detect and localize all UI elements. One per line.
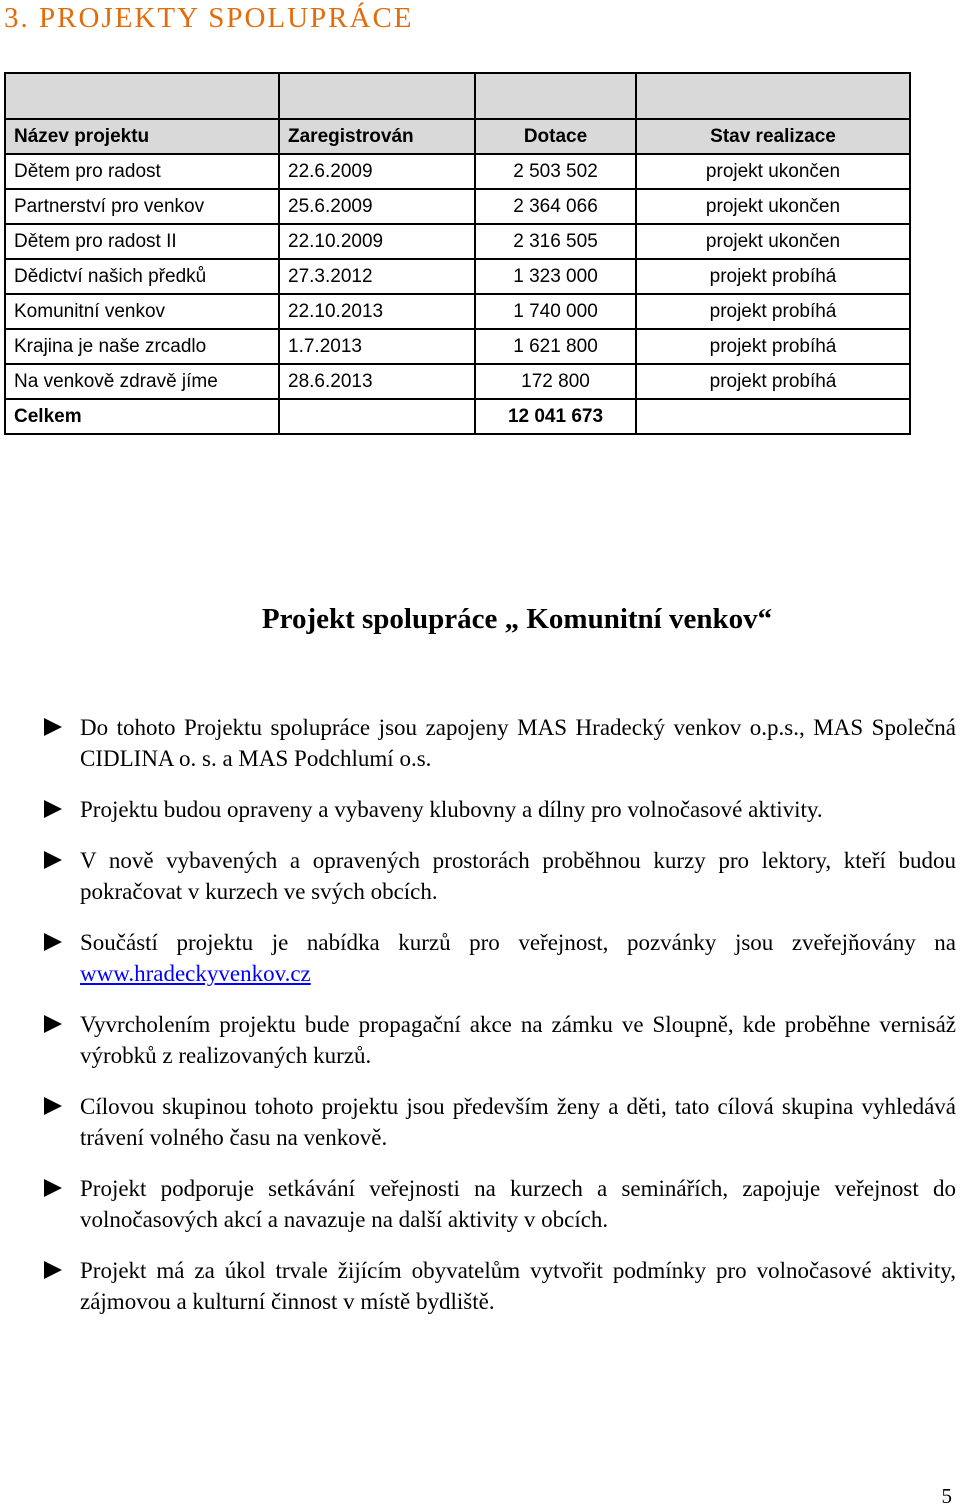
cell-name: Dětem pro radost: [5, 154, 279, 189]
cell-registered: 27.3.2012: [279, 259, 475, 294]
header-grant: Dotace: [475, 119, 636, 154]
cell-grant: 1 621 800: [475, 329, 636, 364]
table-cell: [279, 73, 475, 119]
list-item-text: Do tohoto Projektu spolupráce jsou zapojeny MAS Hradecký venkov o.p.s., MAS Společná CIDLINA o. s. a MAS Podchlumí o.s.: [80, 715, 956, 771]
cell-name: Dětem pro radost II: [5, 224, 279, 259]
total-value: 12 041 673: [475, 399, 636, 434]
list-item-text: V nově vybavených a opravených prostorách proběhnou kurzy pro lektory, kteří budou pokračovat v kurzech ve svých obcích.: [80, 848, 956, 904]
cell-grant: 2 503 502: [475, 154, 636, 189]
cell-name: Komunitní venkov: [5, 294, 279, 329]
table-cell: [475, 73, 636, 119]
total-label: Celkem: [5, 399, 279, 434]
table-cell: [5, 73, 279, 119]
cell-registered: 22.6.2009: [279, 154, 475, 189]
list-item: [44, 927, 956, 989]
table-cell: [279, 399, 475, 434]
table-row: [5, 224, 910, 259]
cell-registered: 22.10.2013: [279, 294, 475, 329]
list-item-text: Vyvrcholením projektu bude propagační akce na zámku ve Sloupně, kde proběhne vernisáž výrobků z realizovaných kurzů.: [80, 1012, 956, 1068]
cell-status: projekt probíhá: [636, 364, 910, 399]
list-item: [44, 1255, 956, 1317]
table-blank-row: [5, 73, 910, 119]
list-item: [44, 712, 956, 774]
cell-registered: 22.10.2009: [279, 224, 475, 259]
table-cell: [636, 73, 910, 119]
list-item-text: Součástí projektu je nabídka kurzů pro veřejnost, pozvánky jsou zveřejňovány na: [80, 930, 956, 955]
cell-grant: 172 800: [475, 364, 636, 399]
triangle-bullet-icon: [44, 1261, 62, 1279]
cell-grant: 1 740 000: [475, 294, 636, 329]
cell-status: projekt ukončen: [636, 189, 910, 224]
cell-grant: 2 364 066: [475, 189, 636, 224]
table-row: [5, 154, 910, 189]
list-item-text: Projekt má za úkol trvale žijícím obyvatelům vytvořit podmínky pro volnočasové aktivity, zájmovou a kulturní činnost v místě bydliště.: [80, 1258, 956, 1314]
cell-registered: 28.6.2013: [279, 364, 475, 399]
triangle-bullet-icon: [44, 1179, 62, 1197]
list-item: [44, 1091, 956, 1153]
list-item: [44, 1009, 956, 1071]
website-link[interactable]: www.hradeckyvenkov.cz: [80, 961, 311, 986]
table-row: [5, 259, 910, 294]
triangle-bullet-icon: [44, 933, 62, 951]
triangle-bullet-icon: [44, 800, 62, 818]
section-heading: 3. PROJEKTY SPOLUPRÁCE: [4, 2, 414, 34]
list-item: [44, 1173, 956, 1235]
cell-name: Na venkově zdravě jíme: [5, 364, 279, 399]
bullet-list: [44, 712, 956, 1337]
triangle-bullet-icon: [44, 851, 62, 869]
list-item-text: Projekt podporuje setkávání veřejnosti na kurzech a seminářích, zapojuje veřejnost do volnočasových akcí a navazuje na další aktivity v obcích.: [80, 1176, 956, 1232]
triangle-bullet-icon: [44, 1015, 62, 1033]
cell-status: projekt probíhá: [636, 259, 910, 294]
cell-status: projekt probíhá: [636, 329, 910, 364]
table-row: [5, 364, 910, 399]
page-number: 5: [941, 1484, 952, 1508]
cell-status: projekt probíhá: [636, 294, 910, 329]
list-item: [44, 845, 956, 907]
header-status: Stav realizace: [636, 119, 910, 154]
cell-grant: 1 323 000: [475, 259, 636, 294]
table-row: [5, 189, 910, 224]
cell-name: Partnerství pro venkov: [5, 189, 279, 224]
cell-grant: 2 316 505: [475, 224, 636, 259]
cell-status: projekt ukončen: [636, 224, 910, 259]
cell-registered: 1.7.2013: [279, 329, 475, 364]
list-item: [44, 794, 956, 825]
table-header-row: [5, 119, 910, 154]
header-name: Název projektu: [5, 119, 279, 154]
project-title: Projekt spolupráce „ Komunitní venkov“: [261, 603, 773, 635]
table-total-row: [5, 399, 910, 434]
triangle-bullet-icon: [44, 718, 62, 736]
projects-table: [4, 72, 911, 435]
table-row: [5, 329, 910, 364]
cell-status: projekt ukončen: [636, 154, 910, 189]
cell-registered: 25.6.2009: [279, 189, 475, 224]
list-item-text: Cílovou skupinou tohoto projektu jsou především ženy a děti, tato cílová skupina vyhledává trávení volného času na venkově.: [80, 1094, 956, 1150]
cell-name: Dědictví našich předků: [5, 259, 279, 294]
triangle-bullet-icon: [44, 1097, 62, 1115]
header-registered: Zaregistrován: [279, 119, 475, 154]
list-item-text: Projektu budou opraveny a vybaveny klubovny a dílny pro volnočasové aktivity.: [80, 797, 823, 822]
table-cell: [636, 399, 910, 434]
cell-name: Krajina je naše zrcadlo: [5, 329, 279, 364]
table-row: [5, 294, 910, 329]
